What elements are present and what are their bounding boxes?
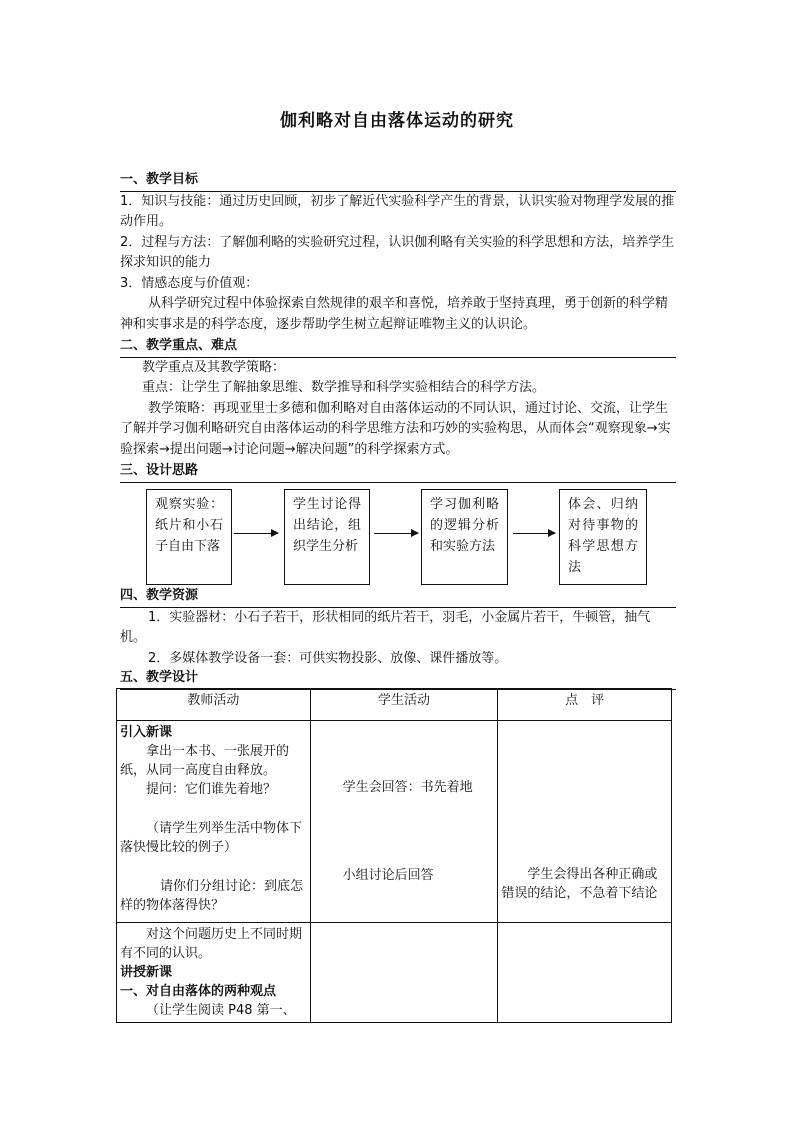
teacher-reading-note: （让学生阅读 P48 第一、 [146,1003,296,1018]
resource-equipment: 1．实验器材：小石子若干，形状相同的纸片若干，羽毛，小金属片若干，牛顿管，抽气机。 [120,609,651,645]
section-objectives [120,170,676,335]
resource-multimedia: 2．多媒体教学设备一套：可供实物投影、放像、课件播放等。 [148,650,508,666]
flow-arrow [513,533,555,534]
teacher-activity-cell [117,721,311,923]
section-heading-key-points: 二、教学重点、难点 [120,336,676,358]
table-row [117,721,672,923]
objective-attitude-label: 3．情感态度与价值观： [120,275,259,291]
teacher-activity-cell [117,923,311,1023]
flow-arrow [234,533,278,534]
objective-knowledge: 1．知识与技能：通过历史回顾，初步了解近代实验科学产生的背景，认识实验对物理学发展的推动作用。 [120,193,675,229]
comment-cell [498,721,672,923]
teacher-history-note: 对这个问题历史上不同时期有不同的认识。 [120,927,303,961]
student-activity-cell [310,923,498,1023]
document-title: 伽利略对自由落体运动的研究 [280,111,514,131]
section-heading-teaching-design: 五、教学设计 [120,668,676,690]
table-row [117,923,672,1023]
flow-box-learn: 学习伽利略的逻辑分析和实验方法 [421,489,508,585]
flow-box-discuss: 学生讨论得出结论，组织学生分析 [284,489,370,585]
teacher-discussion: 请你们分组讨论：到底怎样的物体落得快？ [120,879,304,913]
teaching-design-table [116,688,672,1023]
student-activity-cell [310,721,498,923]
teacher-section-title: 引入新课 [120,725,173,740]
column-header-student: 学生活动 [310,689,498,721]
student-answer: 学生会回答：书先着地 [342,780,473,795]
teaching-strategy: 教学策略：再现亚里士多德和伽利略对自由落体运动的不同认识，通过讨论、交流，让学生了解并学习伽利略研究自由落体运动的科学思维方法和巧妙的实验构思，从而体会“观察现象→实验探索→提出问题→讨论问题→解决问题”的科学探索方式。 [120,400,671,457]
table-header-row [117,689,672,721]
objective-process: 2．过程与方法：了解伽利略的实验研究过程，认识伽利略有关实验的科学思想和方法，培养学生探求知识的能力 [120,234,675,270]
teacher-question: 提问：它们谁先着地？ [146,782,277,797]
teacher-section-title: 讲授新课 [120,965,173,980]
teacher-prompt: （请学生列举生活中物体下落快慢比较的例子） [120,821,303,855]
flow-box-summarize: 体会、归纳对待事物的科学思想方法 [559,489,647,585]
comment-cell [498,923,672,1023]
flow-box-observe: 观察实验：纸片和小石子自由下落 [146,489,232,585]
section-key-points [120,336,676,460]
objective-attitude-text: 从科学研究过程中体验探索自然规律的艰辛和喜悦，培养敢于坚持真理，勇于创新的科学精神和实事求是的科学态度，逐步帮助学生树立起辩证唯物主义的认识论。 [120,296,669,332]
section-design-idea [120,461,676,483]
section-teaching-design [120,668,676,690]
section-resources [120,586,676,669]
column-header-comment: 点 评 [498,689,672,721]
key-points-intro: 教学重点及其教学策略： [142,359,286,375]
section-heading-objectives: 一、教学目标 [120,170,676,192]
column-header-teacher: 教师活动 [117,689,311,721]
student-discussion: 小组讨论后回答 [342,868,434,883]
teacher-subsection-title: 一、对自由落体的两种观点 [120,984,277,999]
teacher-step: 拿出一本书、一张展开的纸，从同一高度自由释放。 [120,744,290,778]
flow-arrow [374,533,418,534]
comment-text: 学生会得出各种正确或错误的结论，不急着下结论 [501,867,658,901]
section-heading-resources: 四、教学资源 [120,586,676,608]
section-heading-design-idea: 三、设计思路 [120,461,676,483]
key-point: 重点：让学生了解抽象思维、数学推导和科学实验相结合的科学方法。 [142,380,546,395]
